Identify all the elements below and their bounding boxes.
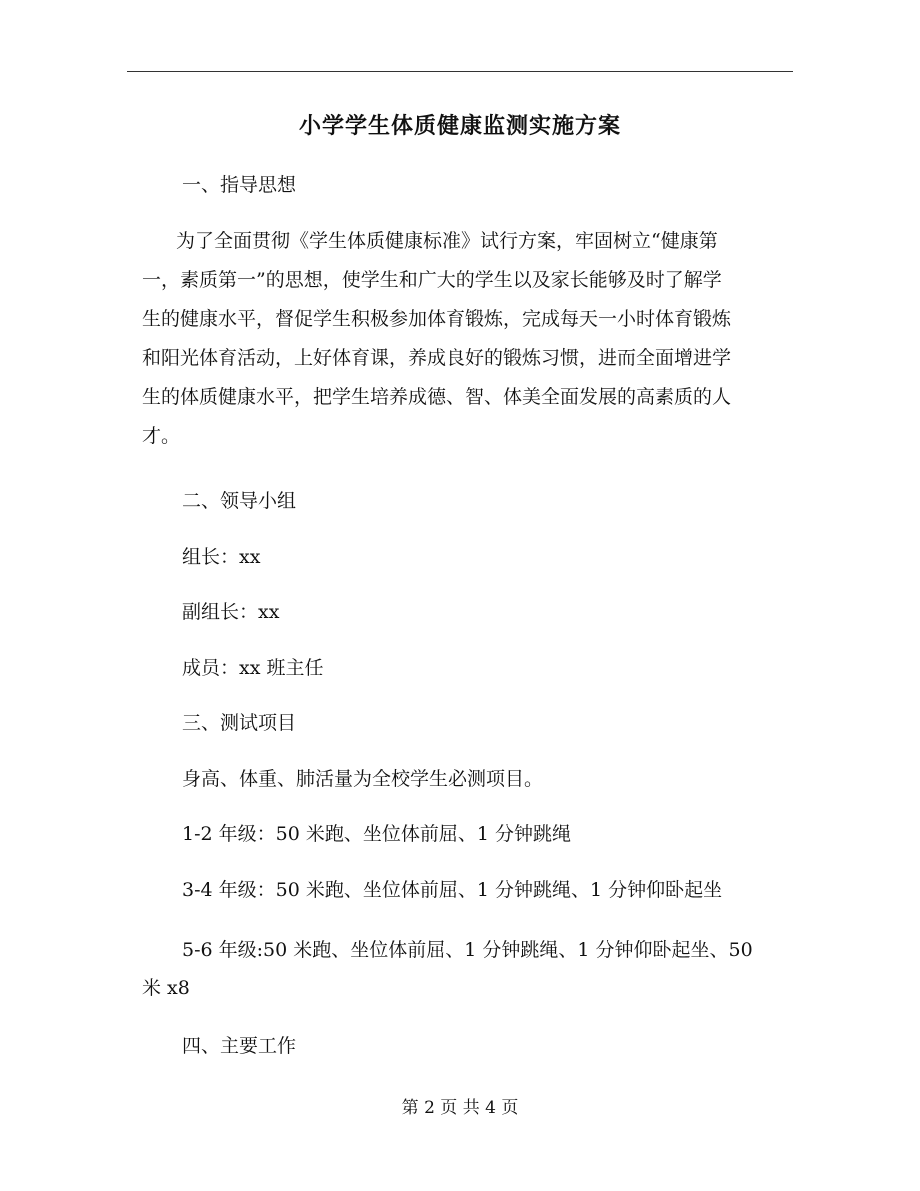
grade-5-6-items-continued: 米 x8 (142, 977, 190, 999)
section-heading-test-items: 三、测试项目 (182, 712, 297, 734)
test-items-required: 身高、体重、肺活量为全校学生必测项目。 (182, 768, 544, 790)
page-footer: 第 2 页 共 4 页 (401, 1098, 519, 1118)
grade-1-2-items: 1-2 年级：50 米跑、坐位体前屈、1 分钟跳绳 (182, 823, 571, 845)
paragraph-line: 一，素质第一”的思想，使学生和广大的学生以及家长能够及时了解学 (142, 269, 722, 291)
grade-5-6-items: 5-6 年级:50 米跑、坐位体前屈、1 分钟跳绳、1 分钟仰卧起坐、50 (182, 939, 753, 961)
document-title: 小学学生体质健康监测实施方案 (298, 113, 621, 139)
paragraph-line: 和阳光体育活动，上好体育课，养成良好的锻炼习惯，进而全面增进学 (142, 347, 732, 369)
members-line: 成员：xx 班主任 (182, 657, 324, 679)
paragraph-line: 生的健康水平，督促学生积极参加体育锻炼，完成每天一小时体育锻炼 (142, 308, 732, 330)
deputy-leader-line: 副组长：xx (182, 601, 280, 623)
section-heading-leadership: 二、领导小组 (182, 490, 297, 512)
paragraph-line: 生的体质健康水平，把学生培养成德、智、体美全面发展的高素质的人 (142, 386, 732, 408)
section-heading-guiding: 一、指导思想 (182, 174, 297, 196)
grade-3-4-items: 3-4 年级：50 米跑、坐位体前屈、1 分钟跳绳、1 分钟仰卧起坐 (182, 879, 723, 901)
leader-line: 组长：xx (182, 546, 261, 568)
header-rule (127, 71, 793, 72)
section-heading-main-work: 四、主要工作 (182, 1035, 297, 1057)
paragraph-line: 才。 (142, 425, 181, 447)
paragraph-line: 为了全面贯彻《学生体质健康标准》试行方案，牢固树立“健康第 (176, 230, 718, 252)
